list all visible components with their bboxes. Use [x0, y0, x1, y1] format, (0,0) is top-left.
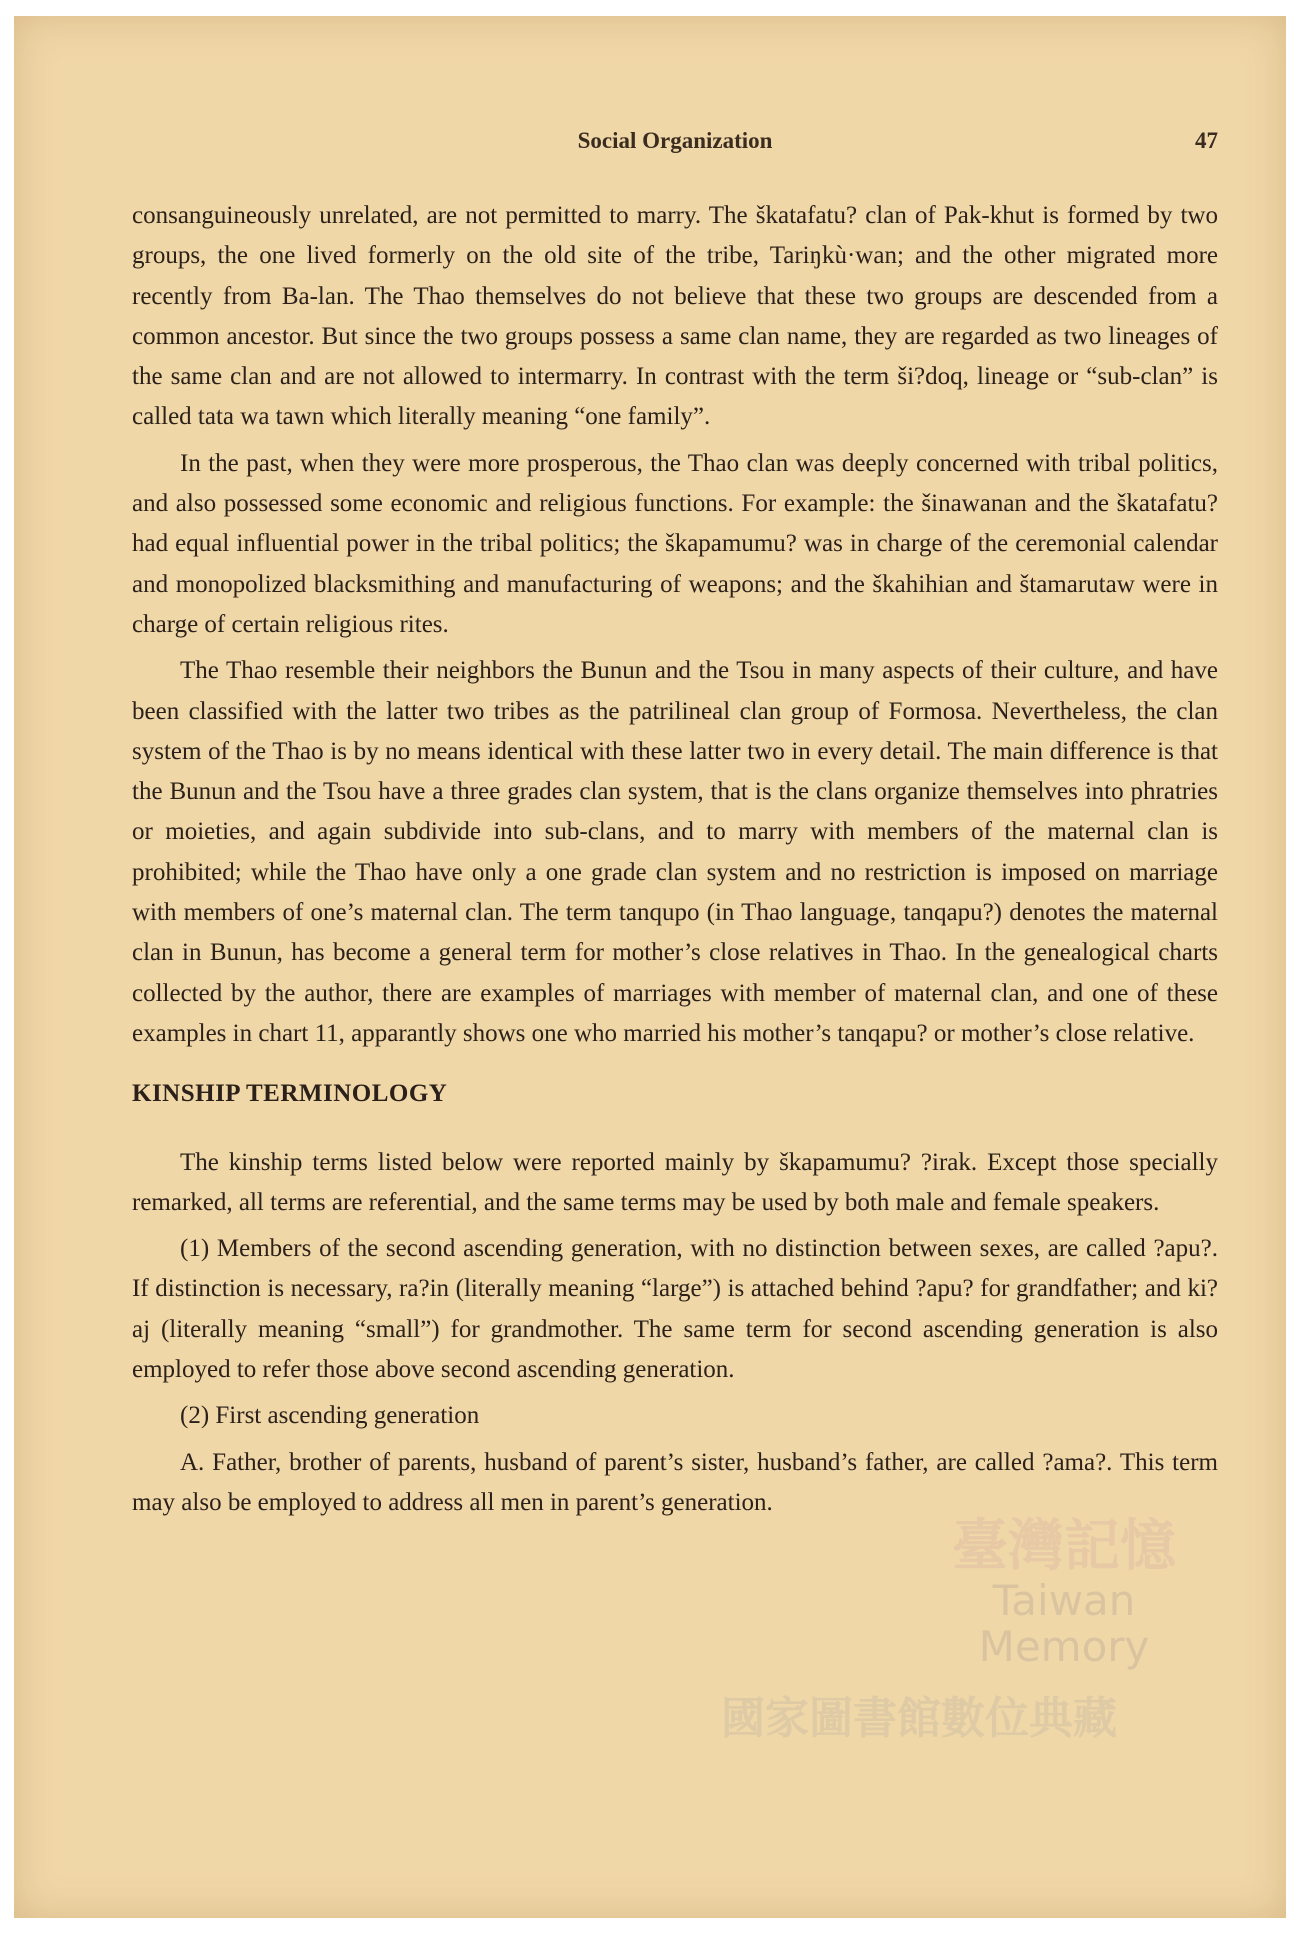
section-heading: KINSHIP TERMINOLOGY [132, 1080, 448, 1108]
paragraph-4: The kinship terms listed below were reported mainly by škapamumu? ?irak. Except those specially remarked, all terms are referential, and the same terms may be used by both male and female speakers. [132, 1148, 1218, 1216]
paragraph-7: A. Father, brother of parents, husband of parent’s sister, husband’s father, are called ?ama?. This term may also be employed to address all men in parent’s generation. [132, 1448, 1218, 1516]
watermark-en: Taiwan Memory [978, 1575, 1150, 1671]
paragraph-1: consanguineously unrelated, are not permitted to marry. The škatafatu? clan of Pak-khut is formed by two groups, the one lived formerly on the old site of the tribe, Tariŋkù·wan; and the other migrated more recently from Ba-lan. The Thao themselves do not believe that these two groups are descended from a common ancestor. But since the two groups possess a same clan name, they are regarded as two lineages of the same clan and are not allowed to intermarry. In contrast with the term ši?doq, lineage or “sub-clan” is called tata wa tawn which literally meaning “one family”. [132, 202, 1218, 431]
watermark-cn-bottom: 國家圖書館數位典藏 [721, 1693, 1117, 1744]
paragraph-5: (1) Members of the second ascending generation, with no distinction between sexes, are called ?apu?. If distinction is necessary, ra?in (literally meaning “large”) is attached behind ?apu? for grandfather; and ki?aj (literally meaning “small”) for grandmother. The same term for second ascending generation is also employed to refer those above second ascending generation. [132, 1235, 1218, 1384]
paragraph-3: The Thao resemble their neighbors the Bunun and the Tsou in many aspects of their culture, and have been classified with the latter two tribes as the patrilineal clan group of Formosa. Nevertheless, the clan system of the Thao is by no means identical with these latter two in every detail. The main difference is that the Bunun and the Tsou have a three grades clan system, that is the clans organize themselves into phratries or moieties, and again subdivide into sub-clans, and to marry with members of the maternal clan is prohibited; while the Thao have only a one grade clan system and no restriction is imposed on marriage with members of one’s maternal clan. The term tanqupo (in Thao language, tanqapu?) denotes the maternal clan in Bunun, has become a general term for mother’s close relatives in Thao. In the genealogical charts collected by the author, there are examples of marriages with member of maternal clan, and one of these examples in chart 11, apparantly shows one who married his mother’s tanqapu? or mother’s close relative. [132, 657, 1218, 1047]
paragraph-6: (2) First ascending generation [180, 1402, 480, 1430]
paragraph-2: In the past, when they were more prosperous, the Thao clan was deeply concerned with tribal politics, and also possessed some economic and religious functions. For example: the šinawanan and the škatafatu? had equal influential power in the tribal politics; the škapamumu? was in charge of the ceremonial calendar and monopolized blacksmithing and manufacturing of weapons; and the škahihian and štamarutaw were in charge of certain religious rites. [132, 449, 1218, 638]
running-title: Social Organization [577, 128, 773, 153]
page-body [132, 196, 1218, 1523]
watermark [914, 1516, 1214, 1670]
page-number: 47 [1195, 128, 1218, 153]
watermark-cn-top: 臺灣記憶 [952, 1514, 1176, 1579]
scanned-page [14, 16, 1286, 1918]
page-header [132, 128, 1218, 168]
